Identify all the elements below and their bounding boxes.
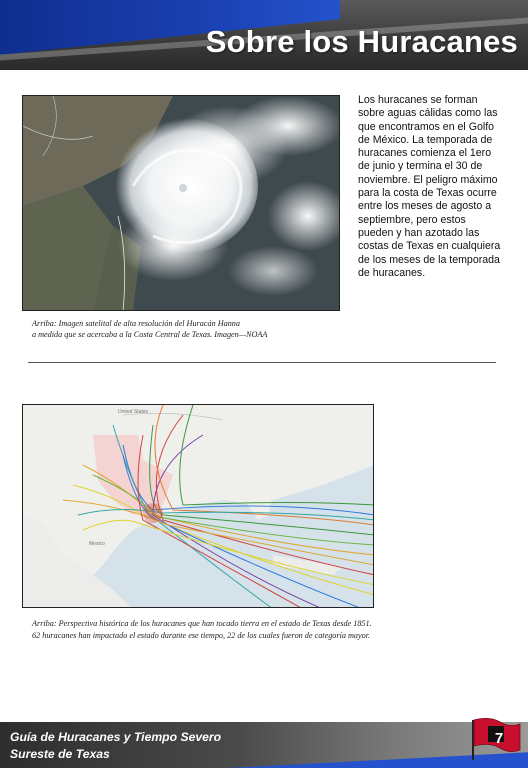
- map-label-united-states: United States: [118, 409, 149, 415]
- satellite-caption: [32, 318, 332, 340]
- page-footer: [0, 722, 528, 768]
- satellite-caption-line-1: Arriba: Imagen satelital de alta resolución del Huracán Hanna: [32, 319, 240, 328]
- page-title: Sobre los Huracanes: [205, 24, 518, 59]
- page-number: 7: [494, 730, 504, 747]
- satellite-caption-line-2: a medida que se acercaba a la Costa Central de Texas. Imagen—NOAA: [32, 330, 268, 339]
- map-label-mexico: Mexico: [89, 541, 105, 547]
- hurricane-tracks-map: [22, 404, 374, 608]
- section-divider: [28, 362, 496, 363]
- footer-region: Sureste de Texas: [10, 747, 110, 761]
- footer-guide-title: Guía de Huracanes y Tiempo Severo: [10, 730, 222, 744]
- page-header: [0, 0, 528, 70]
- map-caption: Arriba: Perspectiva histórica de los huracanes que han tocado tierra en el estado de Texas desde 1851. 62 huracanes han impactado el estado durante ese tiempo, 22 de los cuales fueron de categoría mayor.: [32, 619, 372, 640]
- hurricane-satellite-image: [22, 95, 340, 311]
- intro-paragraph: Los huracanes se forman sobre aguas cálidas como las que encontramos en el Golfo de México. La temporada de huracanes comienza el 1ero de junio y termina el 30 de noviembre. El peligro máximo para la costa de Texas ocurre entre los meses de agosto a septiembre, pero estos pueden y han azotado las costas de Texas en cualquiera de los meses de la temporada de huracanes.: [358, 94, 501, 279]
